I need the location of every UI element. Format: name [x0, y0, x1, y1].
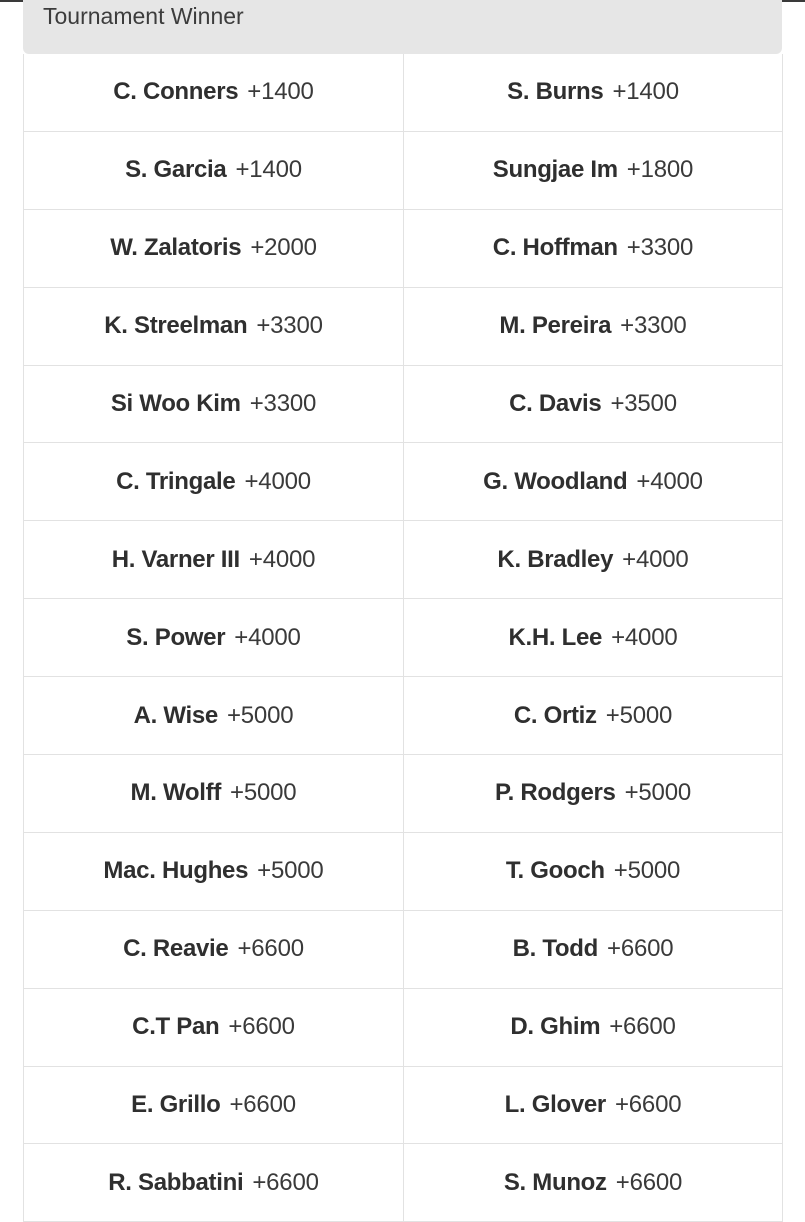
selection-cell[interactable] [24, 1067, 404, 1145]
odds-value: +1400 [612, 78, 679, 106]
selection-cell[interactable] [404, 54, 783, 132]
player-name: R. Sabbatini [108, 1168, 244, 1196]
player-name: P. Rodgers [494, 779, 616, 807]
player-name: W. Zalatoris [110, 234, 242, 262]
player-name: C. Conners [113, 78, 239, 106]
player-name: C. Reavie [123, 935, 229, 963]
odds-value: +5000 [257, 857, 324, 885]
player-name: S. Power [126, 623, 226, 651]
odds-value: +3300 [256, 312, 323, 340]
selection-cell[interactable] [404, 755, 783, 833]
odds-value: +5000 [226, 701, 294, 729]
player-name: T. Gooch [505, 857, 605, 885]
odds-value: +1400 [235, 156, 302, 184]
odds-value: +6600 [229, 1091, 296, 1119]
selection-cell[interactable] [24, 288, 404, 366]
odds-value: +4000 [636, 467, 703, 495]
player-name: S. Garcia [125, 156, 227, 184]
market-title: Tournament Winner [43, 3, 244, 29]
player-name: A. Wise [133, 701, 218, 729]
player-name: E. Grillo [131, 1091, 221, 1119]
selection-cell[interactable] [24, 911, 404, 989]
player-name: L. Glover [504, 1091, 606, 1119]
selection-cell[interactable] [404, 366, 783, 444]
player-name: Si Woo Kim [110, 390, 241, 417]
odds-value: +4000 [611, 623, 678, 651]
odds-value: +6600 [252, 1168, 319, 1196]
selection-cell[interactable] [24, 833, 404, 911]
odds-value: +6600 [609, 1013, 676, 1041]
odds-value: +5000 [605, 701, 673, 729]
odds-value: +4000 [244, 467, 311, 495]
player-name: M. Pereira [499, 312, 612, 340]
odds-value: +2000 [250, 234, 317, 262]
player-name: M. Wolff [130, 779, 222, 807]
selection-cell[interactable] [404, 677, 783, 755]
selection-cell[interactable] [24, 677, 404, 755]
selection-cell[interactable] [24, 443, 404, 521]
player-name: K.H. Lee [508, 623, 603, 651]
odds-value: +3300 [626, 234, 694, 262]
selection-cell[interactable] [24, 132, 404, 210]
player-name: Mac. Hughes [103, 857, 249, 885]
odds-grid [23, 54, 782, 1222]
selection-cell[interactable] [24, 755, 404, 833]
player-name: B. Todd [512, 935, 598, 963]
odds-value: +1800 [626, 156, 694, 184]
player-name: K. Streelman [104, 312, 248, 340]
selection-cell[interactable] [404, 132, 783, 210]
odds-value: +3500 [610, 390, 677, 417]
odds-value: +1400 [247, 78, 314, 106]
selection-cell[interactable] [404, 443, 783, 521]
selection-cell[interactable] [24, 989, 404, 1067]
selection-cell[interactable] [404, 1144, 783, 1222]
selection-cell[interactable] [24, 599, 404, 677]
odds-value: +3300 [249, 390, 317, 417]
selection-cell[interactable] [404, 911, 783, 989]
odds-value: +4000 [622, 545, 689, 573]
odds-value: +6600 [237, 935, 304, 963]
selection-cell[interactable] [24, 366, 404, 444]
selection-cell[interactable] [24, 54, 404, 132]
selection-cell[interactable] [404, 599, 783, 677]
player-name: S. Munoz [503, 1168, 607, 1196]
odds-value: +6600 [614, 1091, 682, 1119]
odds-value: +6600 [607, 935, 674, 963]
player-name: C. Hoffman [492, 234, 618, 262]
market-header [23, 0, 782, 54]
odds-value: +5000 [230, 779, 297, 807]
selection-cell[interactable] [404, 210, 783, 288]
player-name: C. Tringale [116, 467, 236, 495]
selection-cell[interactable] [404, 989, 783, 1067]
odds-value: +6600 [615, 1168, 683, 1196]
odds-value: +5000 [624, 779, 692, 807]
odds-value: +4000 [234, 623, 301, 651]
selection-cell[interactable] [404, 833, 783, 911]
player-name: C. Ortiz [513, 701, 597, 729]
player-name: K. Bradley [497, 545, 614, 573]
selection-cell[interactable] [404, 1067, 783, 1145]
selection-cell[interactable] [24, 521, 404, 599]
player-name: Sungjae Im [492, 156, 618, 184]
odds-value: +3300 [620, 312, 687, 340]
selection-cell[interactable] [404, 521, 783, 599]
selection-cell[interactable] [24, 1144, 404, 1222]
selection-cell[interactable] [24, 210, 404, 288]
odds-value: +6600 [228, 1013, 295, 1041]
player-name: C. Davis [509, 390, 602, 417]
selection-cell[interactable] [404, 288, 783, 366]
odds-value: +4000 [248, 545, 316, 573]
player-name: D. Ghim [510, 1013, 601, 1041]
player-name: H. Varner III [111, 545, 240, 573]
player-name: S. Burns [507, 78, 604, 106]
player-name: C.T Pan [132, 1013, 220, 1041]
odds-value: +5000 [613, 857, 681, 885]
player-name: G. Woodland [483, 467, 628, 495]
